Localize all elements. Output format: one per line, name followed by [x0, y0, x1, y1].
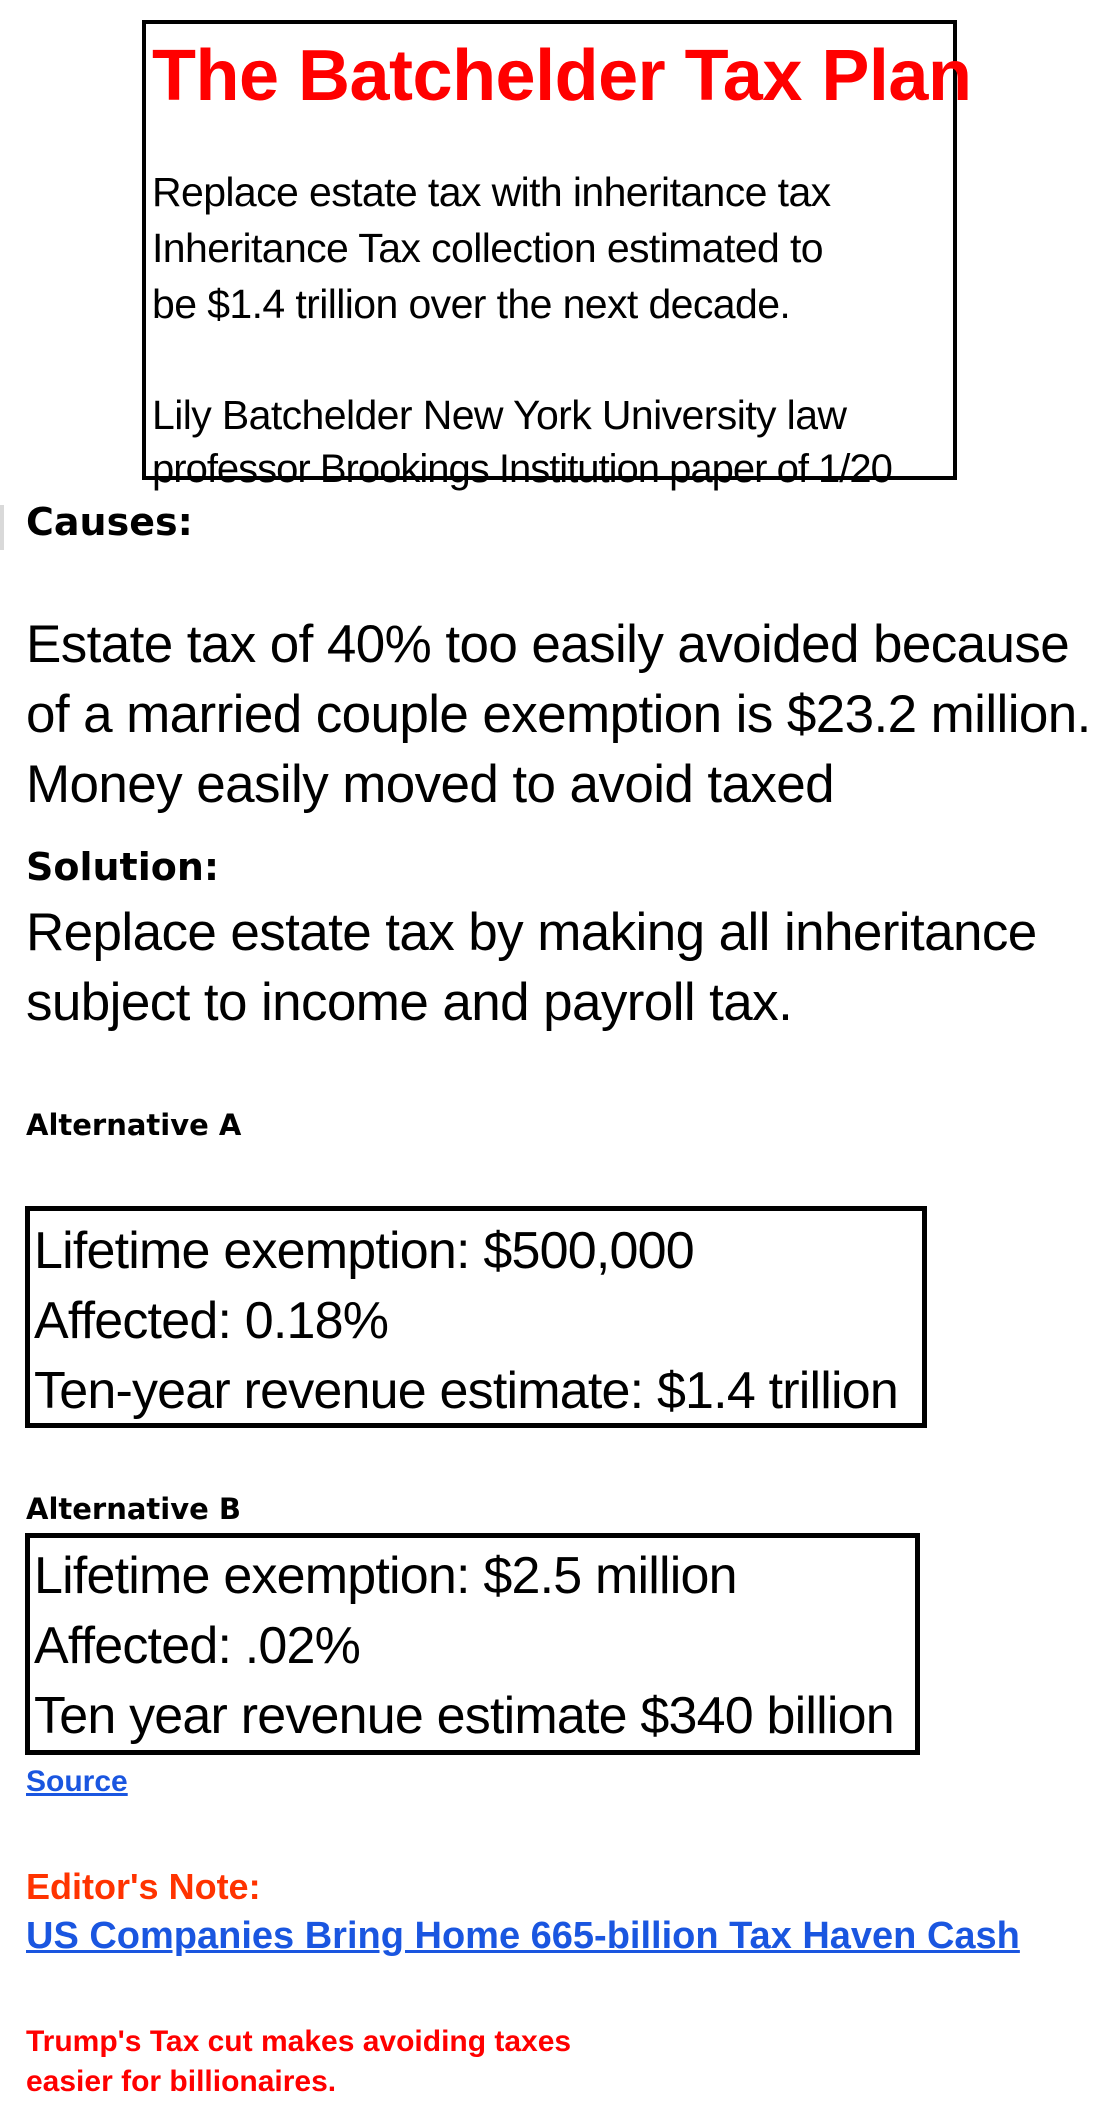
left-edge-tab	[0, 505, 4, 550]
editor-note-label: Editor's Note:	[26, 1866, 261, 1907]
solution-line: Replace estate tax by making all inheritance	[26, 903, 1037, 962]
causes-line: Estate tax of 40% too easily avoided because	[26, 615, 1070, 674]
alternative-a-heading: Alternative A	[26, 1108, 242, 1142]
alternative-b-row: Affected: .02%	[34, 1617, 361, 1675]
header-line: be $1.4 trillion over the next decade.	[152, 281, 791, 327]
header-line: Inheritance Tax collection estimated to	[152, 225, 823, 271]
causes-heading: Causes:	[26, 500, 193, 544]
header-line: professor Brookings Institution paper of 1/20	[152, 447, 892, 491]
header-line: Lily Batchelder New York University law	[152, 392, 847, 438]
solution-heading: Solution:	[26, 845, 220, 889]
causes-line: Money easily moved to avoid taxed	[26, 755, 835, 814]
alternative-b-heading: Alternative B	[26, 1492, 242, 1526]
alternative-b-row: Lifetime exemption: $2.5 million	[34, 1547, 737, 1605]
source-link[interactable]: Source	[26, 1765, 128, 1798]
alternative-a-box	[25, 1206, 927, 1428]
editor-note-link[interactable]: US Companies Bring Home 665-billion Tax Haven Cash	[26, 1915, 1020, 1957]
alternative-a-row: Lifetime exemption: $500,000	[34, 1222, 694, 1280]
footer-note-line: Trump's Tax cut makes avoiding taxes	[26, 2025, 572, 2058]
page-title: The Batchelder Tax Plan	[152, 36, 972, 116]
footer-note	[26, 2022, 571, 2102]
solution-line: subject to income and payroll tax.	[26, 973, 793, 1032]
footer-note-line: easier for billionaires.	[26, 2065, 337, 2098]
causes-line: of a married couple exemption is $23.2 million.	[26, 685, 1091, 744]
alternative-a-row: Affected: 0.18%	[34, 1292, 389, 1350]
alternative-a-row: Ten-year revenue estimate: $1.4 trillion	[34, 1362, 899, 1420]
header-box	[142, 20, 972, 491]
alternative-b-row: Ten year revenue estimate $340 billion	[34, 1687, 894, 1745]
alternative-b-box	[25, 1533, 920, 1755]
header-line: Replace estate tax with inheritance tax	[152, 169, 831, 215]
